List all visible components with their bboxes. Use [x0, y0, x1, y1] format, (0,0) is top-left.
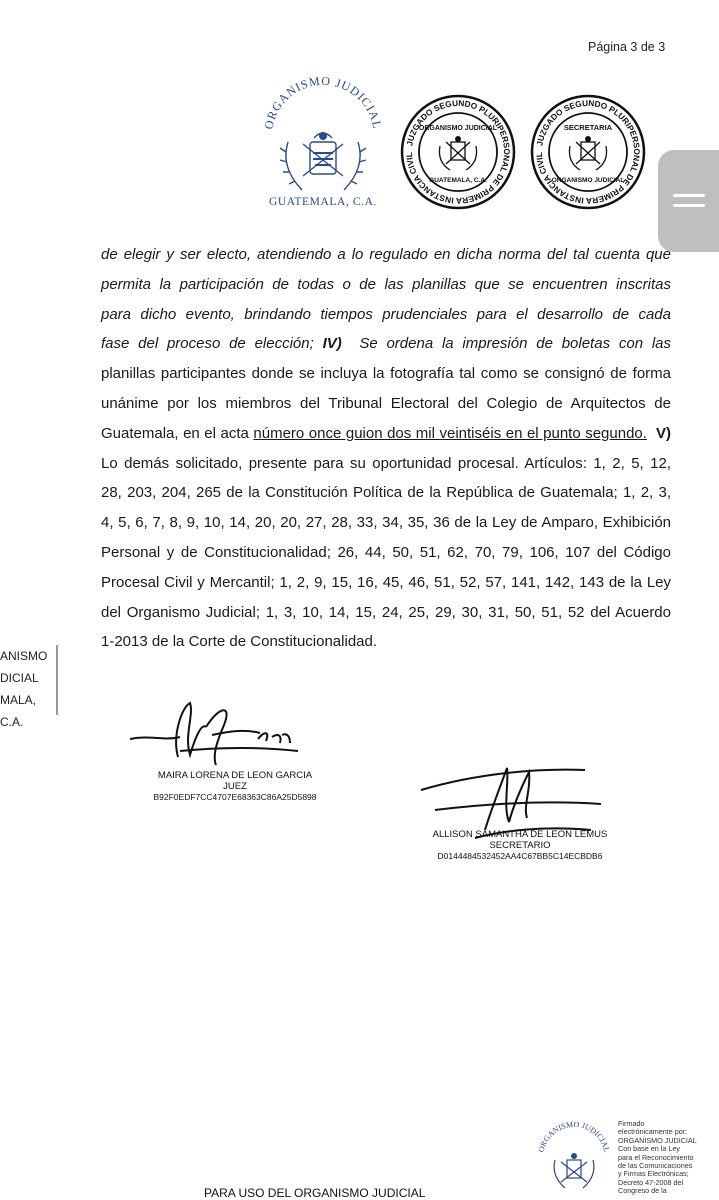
svg-text:SECRETARIA: SECRETARIA: [563, 123, 613, 132]
text-line: Lo demás solicitado, presente para su oportunidad procesal. Artículos: 1, 2, 5, 12,: [101, 454, 671, 472]
stamp-line: MALA, C.A.: [0, 693, 37, 729]
text-line: 4, 5, 6, 7, 8, 9, 10, 14, 20, 20, 27, 28, 33, 34, 35, 36 de la Ley de Amparo, Exhibición: [101, 514, 671, 532]
secretary-signature-hash: D0144484532452AA4C67BB5C14ECBDB6: [437, 851, 603, 861]
note-line: Con base en la Ley: [618, 1144, 680, 1154]
page-number: Página 3 de 3: [588, 40, 666, 54]
text-line: Personal y de Constitucionalidad; 26, 44, 50, 51, 62, 70, 79, 106, 107 del Código: [101, 543, 671, 561]
court-seal-stamp: [400, 94, 516, 210]
electronic-signature-note: [618, 1120, 718, 1196]
judge-signature-drawing: [120, 695, 310, 775]
judge-role: JUEZ: [223, 781, 247, 792]
judicial-crest-logo: [258, 72, 388, 212]
note-line: electrónicamente por:: [618, 1127, 688, 1137]
svg-text:JUZGADO SEGUNDO PLURIPERSONAL: JUZGADO SEGUNDO PLURIPERSONAL DE PRIMERA INSTANCIA CIVIL: [403, 97, 513, 207]
judge-signature-hash: B92F0EDF7CC4707E68363C86A25D5898: [153, 792, 317, 802]
resolution-body-text: [101, 240, 671, 657]
text-line: Guatemala, en el acta número once guion dos mil veintiséis en el punto segundo. V): [101, 424, 672, 442]
handle-grip-icon: [673, 194, 705, 197]
judge-signature-block: [130, 770, 340, 803]
svg-text:ORGANISMO JUDICIAL: ORGANISMO JUDICIAL: [551, 177, 625, 184]
handle-grip-icon: [673, 204, 705, 207]
secretary-seal-stamp: [530, 94, 646, 210]
stamp-line: DICIAL: [0, 671, 39, 685]
judge-name: MAIRA LORENA DE LEON GARCIA: [157, 770, 313, 781]
note-line: y Firmas Electrónicas;: [618, 1169, 689, 1179]
note-line: de las Comunicaciones: [618, 1161, 693, 1171]
text-line: de elegir y ser electo, atendiendo a lo regulado en dicha norma del tal cuenta que: [101, 246, 671, 263]
note-line: para el Reconocimiento: [618, 1152, 694, 1162]
text-line: planillas participantes donde se incluya la fotografía tal como se consignó de forma: [101, 365, 671, 383]
note-line: Decreto 47-2008 del: [618, 1177, 684, 1187]
svg-text:ORGANISMO JUDICIAL: ORGANISMO JUDICIAL: [418, 125, 498, 132]
text-line: 1-2013 de la Corte de Constitucionalidad.: [101, 633, 378, 651]
note-line: Congreso de la: [618, 1186, 667, 1196]
secretary-name: ALLISON SAMANTHA DE LEON LEMUS: [432, 829, 608, 840]
svg-text:GUATEMALA, C.A.: GUATEMALA, C.A.: [429, 177, 487, 184]
svg-text:ORGANISMO JUDICIAL: ORGANISMO JUDICIAL: [261, 73, 385, 131]
svg-text:ORGANISMO JUDICIAL: ORGANISMO JUDICIAL: [536, 1119, 612, 1154]
electronic-signature-seal: [533, 1118, 615, 1200]
side-stamp-fragment: [0, 645, 62, 729]
text-line: 28, 203, 204, 265 de la Constitución Política de la República de Guatemala; 1, 2, 3,: [101, 484, 671, 502]
text-line: fase del proceso de elección; IV) Se ordena la impresión de boletas con las: [101, 335, 672, 353]
scroll-handle[interactable]: [658, 150, 719, 252]
secretary-signature-drawing: [415, 760, 605, 840]
text-line: del Organismo Judicial; 1, 3, 10, 14, 15, 24, 25, 29, 30, 31, 50, 51, 52 del Acuerdo: [101, 603, 671, 621]
footer-label: PARA USO DEL ORGANISMO JUDICIAL: [204, 1186, 426, 1200]
text-line: unánime por los miembros del Tribunal Electoral del Colegio de Arquitectos de: [101, 394, 671, 412]
stamp-line: ANISMO: [0, 649, 48, 663]
text-line: para dicho evento, brindando tiempos prudenciales para el desarrollo de cada: [101, 305, 671, 323]
svg-text:GUATEMALA, C.A.: GUATEMALA, C.A.: [268, 196, 378, 208]
note-line: Firmado: [618, 1119, 645, 1128]
note-line: ORGANISMO JUDICIAL: [618, 1135, 697, 1145]
secretary-signature-block: [405, 829, 635, 862]
secretary-role: SECRETARIO: [489, 840, 551, 851]
svg-text:JUZGADO SEGUNDO PLURIPERSONAL: JUZGADO SEGUNDO PLURIPERSONAL DE PRIMERA INSTANCIA CIVIL: [533, 97, 643, 207]
text-line: permita la participación de todas o de las planillas que se encuentren inscritas: [101, 275, 671, 293]
text-line: Procesal Civil y Mercantil; 1, 2, 9, 15, 16, 45, 46, 51, 52, 57, 141, 142, 143 de la Ley: [101, 573, 671, 591]
